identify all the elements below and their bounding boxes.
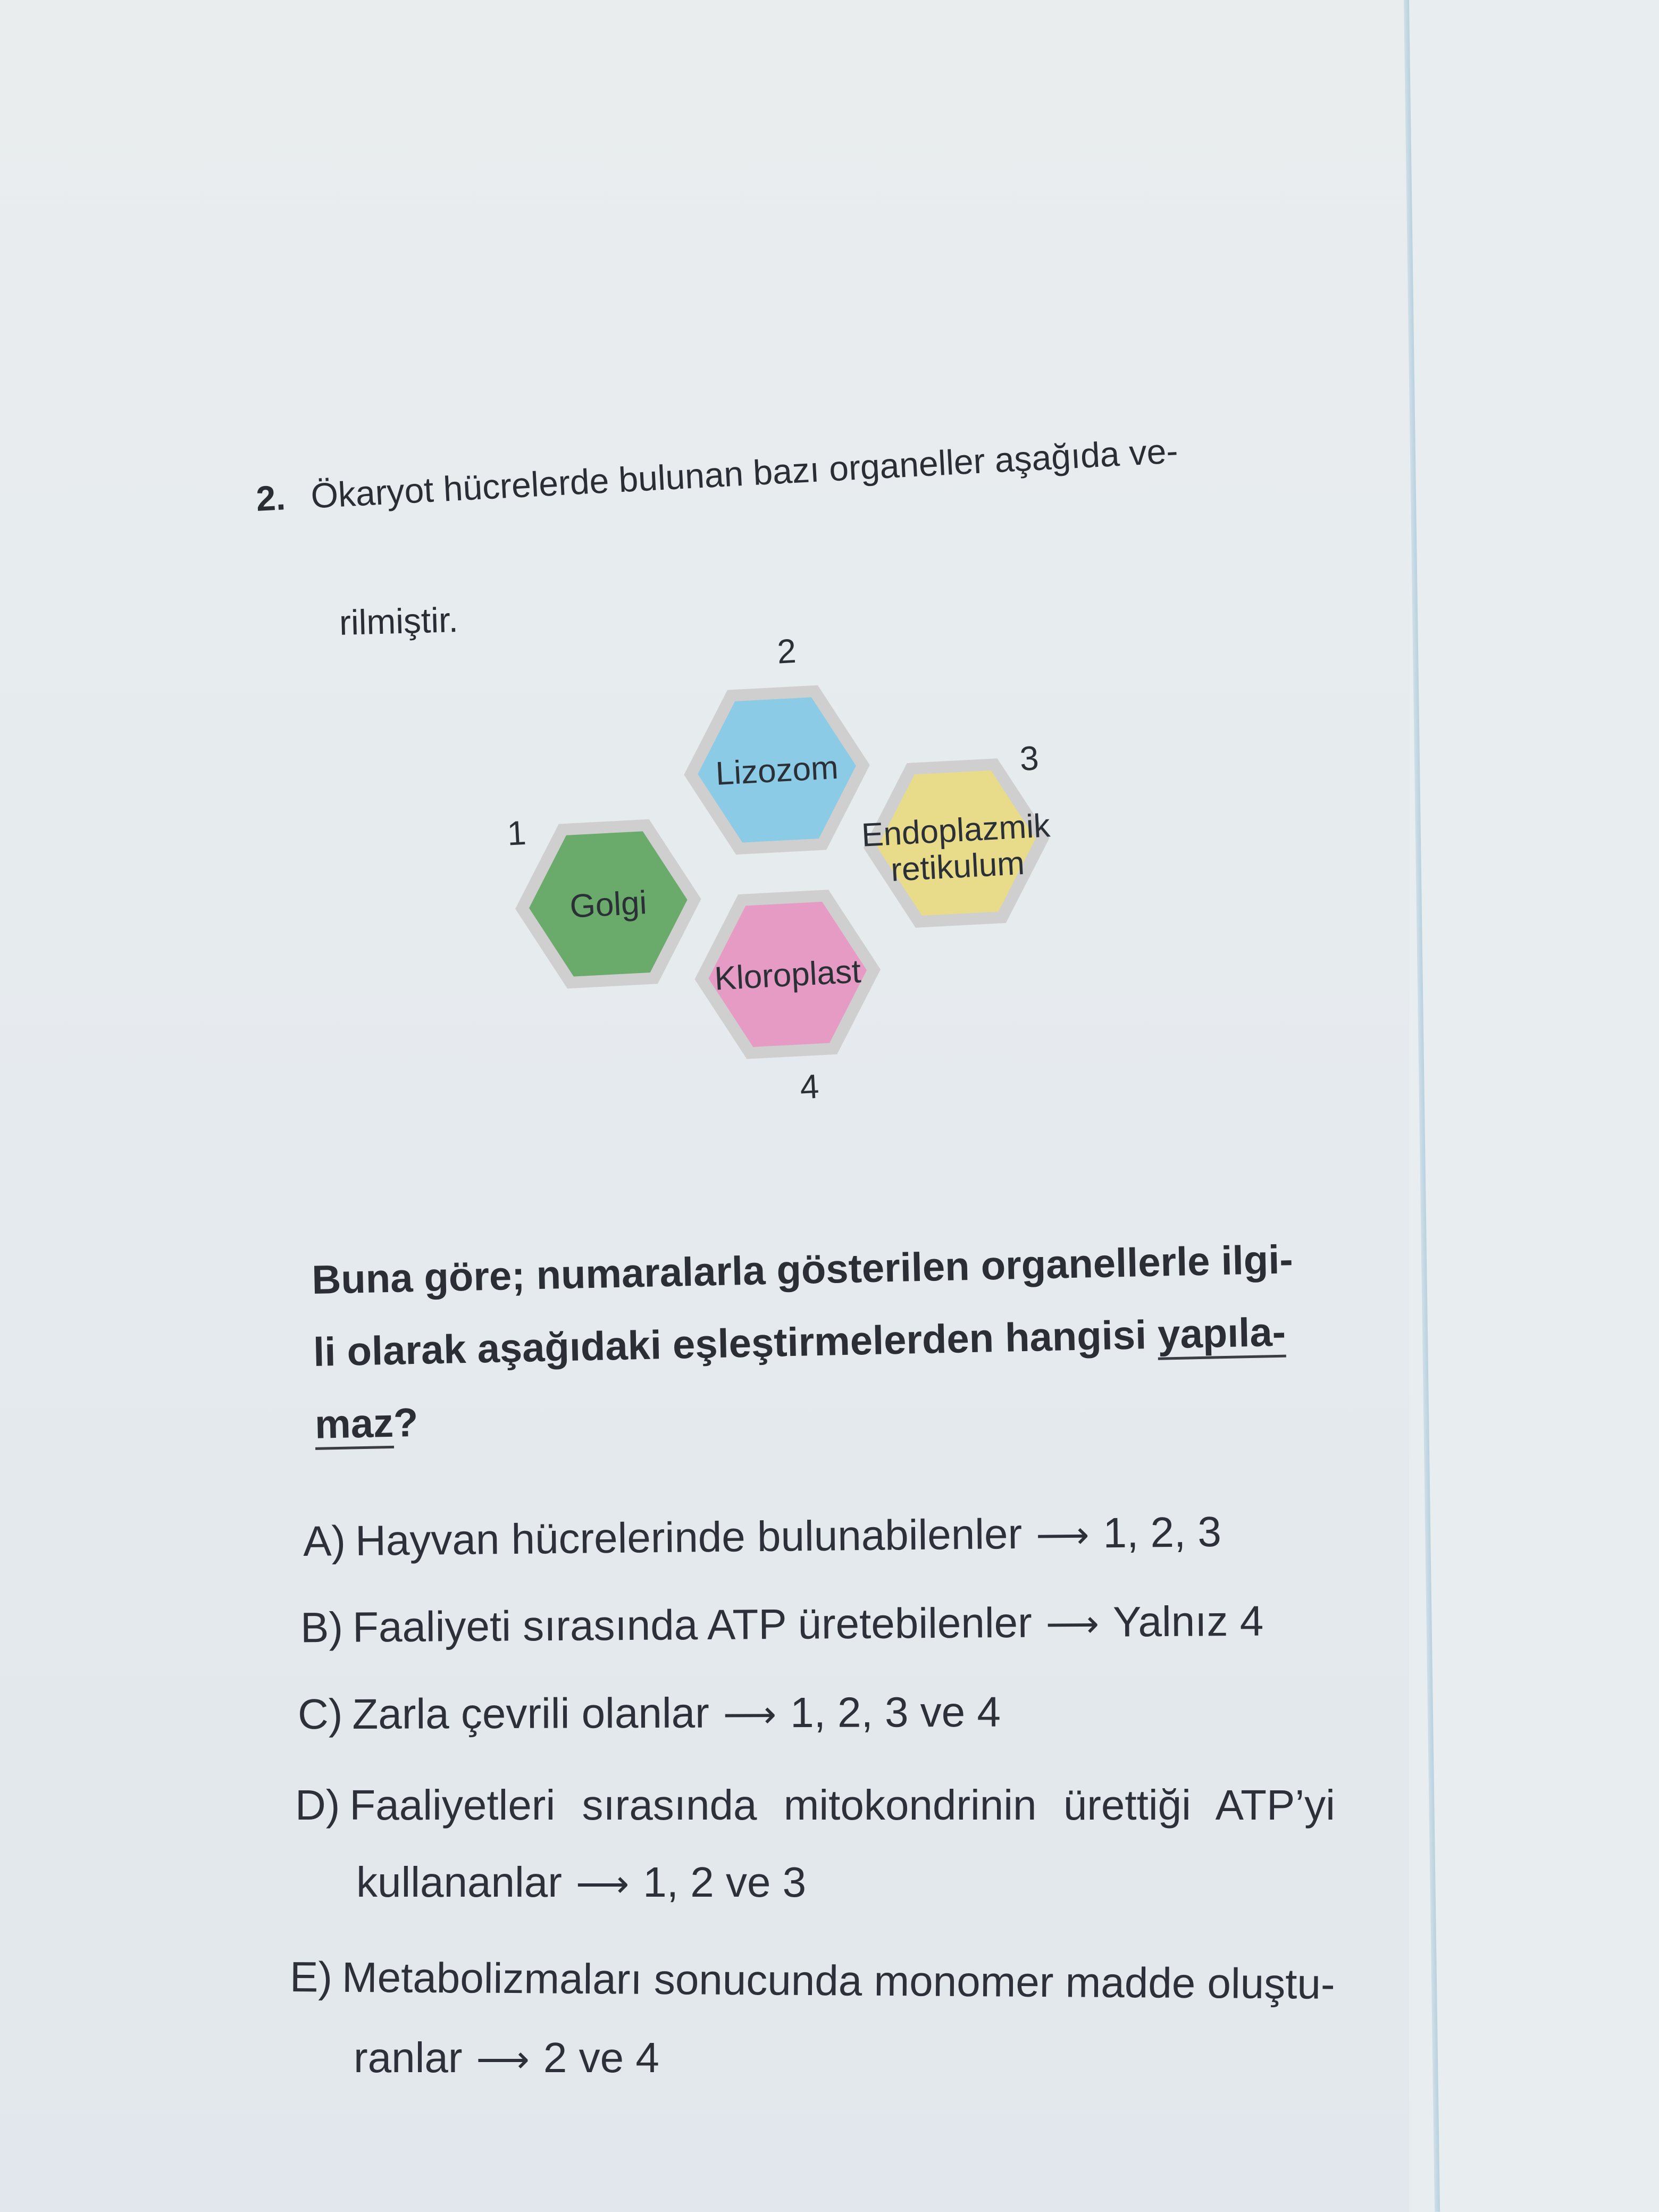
organelle-diagram xyxy=(506,627,1212,1191)
question-emphasis-2: maz xyxy=(314,1401,394,1450)
hexagon-kloroplast-label: Kloroplast xyxy=(713,953,862,998)
option-c-answer: 1, 2, 3 ve 4 xyxy=(790,1688,1001,1737)
question-prompt-part2: li olarak aşağıdaki eşleştirmelerden hangisi xyxy=(313,1312,1159,1375)
option-e[interactable] xyxy=(289,1953,1335,2008)
option-e-text: Metabolizmaları sonucunda monomer madde oluştu- xyxy=(341,1953,1335,2008)
option-b-letter: B) xyxy=(300,1603,343,1652)
arrow-icon: ⟶ xyxy=(723,1694,777,1736)
option-c-text: Zarla çevrili olanlar xyxy=(352,1689,709,1738)
arrow-icon: ⟶ xyxy=(575,1863,630,1905)
arrow-icon: ⟶ xyxy=(1045,1603,1100,1645)
arrow-icon: ⟶ xyxy=(1035,1514,1090,1556)
option-d-answer: 1, 2 ve 3 xyxy=(643,1858,807,1906)
page-background-right xyxy=(1409,0,1659,2212)
option-e-letter: E) xyxy=(289,1953,333,2001)
option-d-letter: D) xyxy=(295,1781,340,1829)
hexagon-golgi-label: Golgi xyxy=(568,884,648,925)
option-b-answer: Yalnız 4 xyxy=(1112,1597,1264,1646)
hexagon-number-1: 1 xyxy=(506,813,527,853)
option-a-answer: 1, 2, 3 xyxy=(1102,1507,1222,1557)
option-b-text: Faaliyeti sırasında ATP üretebilenler xyxy=(352,1598,1032,1651)
option-c[interactable] xyxy=(297,1688,1001,1738)
hexagon-er-label-line2: retikulum xyxy=(890,844,1026,889)
option-e-continuation xyxy=(354,2034,659,2081)
hexagon-er-label-line1: Endoplazmik xyxy=(860,807,1051,854)
option-a[interactable] xyxy=(303,1507,1222,1565)
hexagon-number-2: 2 xyxy=(776,631,798,671)
question-intro-line1 xyxy=(255,425,1319,516)
option-e-text2: ranlar xyxy=(354,2034,463,2081)
question-prompt-end: ? xyxy=(393,1400,419,1446)
option-c-letter: C) xyxy=(297,1690,343,1738)
hexagon-kloroplast xyxy=(690,887,887,1111)
option-a-text: Hayvan hücrelerinde bulunabilenler xyxy=(355,1510,1023,1565)
option-d[interactable] xyxy=(295,1781,1335,1829)
hexagon-lizozom-label: Lizozom xyxy=(715,749,840,792)
question-emphasis-1: yapıla- xyxy=(1157,1310,1286,1360)
option-d-text: Faaliyetleri sırasında mitokondrinin ürettiği ATP’yi xyxy=(349,1781,1335,1829)
hexagon-endoplazmik-retikulum xyxy=(857,738,1055,930)
question-intro-line2: rilmiştir. xyxy=(339,600,459,642)
option-d-text2: kullananlar xyxy=(356,1858,562,1906)
question-intro-text: Ökaryot hücrelerde bulunan bazı organeller aşağıda ve- xyxy=(309,431,1179,516)
hexagon-number-3: 3 xyxy=(1018,739,1040,778)
question-prompt xyxy=(311,1220,1474,1461)
hexagon-lizozom xyxy=(677,628,874,857)
hexagon-golgi xyxy=(506,805,706,991)
question-prompt-part1: Buna göre; numaralarla gösterilen organellerle ilgi- xyxy=(311,1237,1294,1303)
option-e-answer: 2 ve 4 xyxy=(543,2034,659,2081)
option-b[interactable] xyxy=(300,1597,1264,1652)
option-a-letter: A) xyxy=(303,1517,346,1565)
question-number: 2. xyxy=(255,477,287,518)
hexagon-number-4: 4 xyxy=(799,1067,820,1107)
arrow-icon: ⟶ xyxy=(476,2039,530,2080)
option-d-continuation xyxy=(356,1858,807,1906)
